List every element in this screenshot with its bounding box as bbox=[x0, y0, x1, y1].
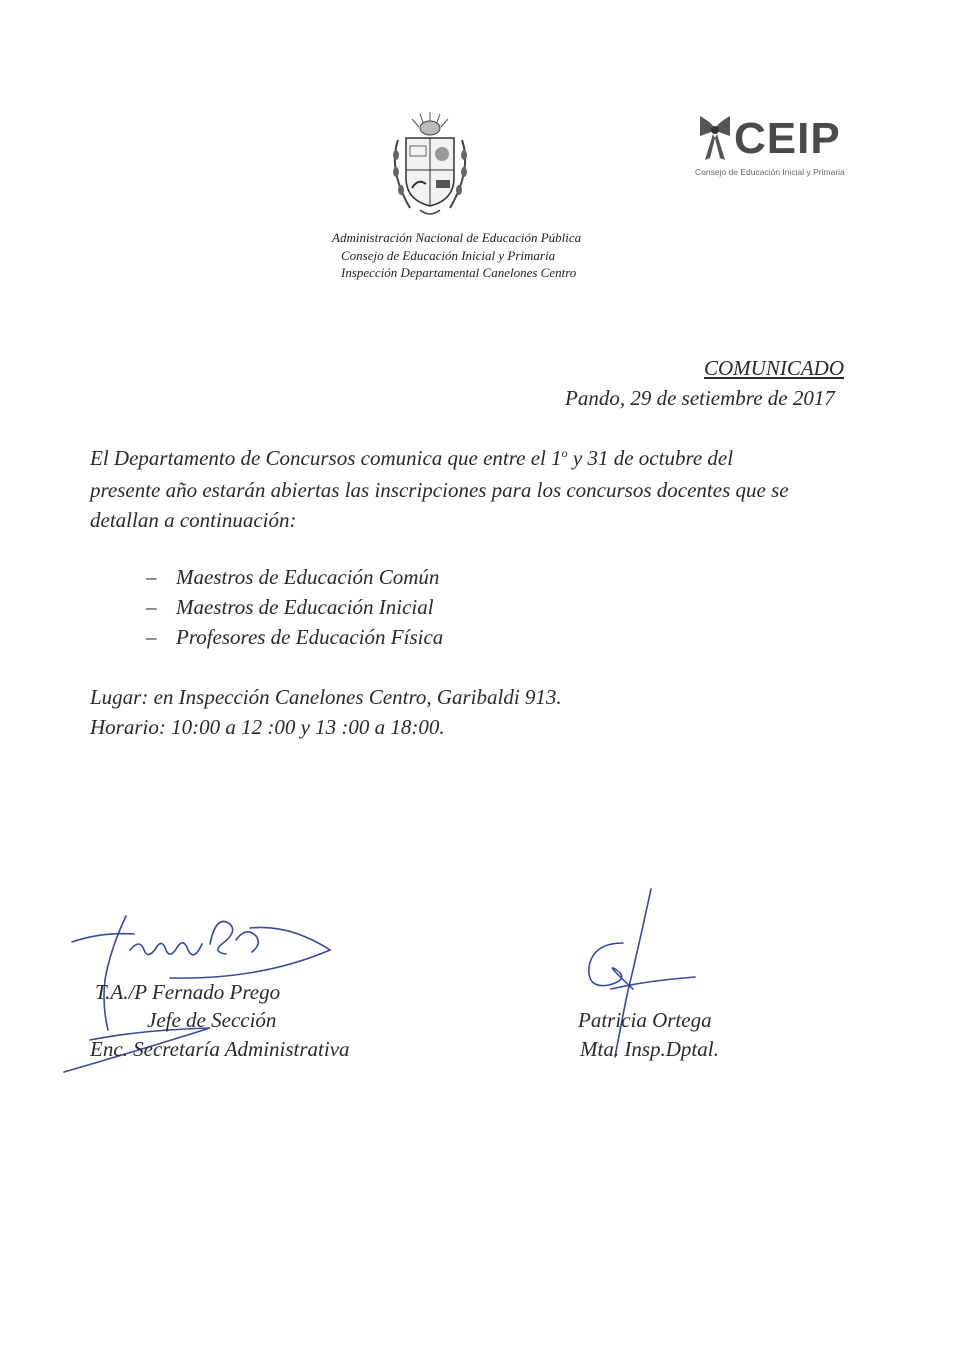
list-bullet: – bbox=[146, 625, 157, 649]
list-item: Maestros de Educación Común bbox=[176, 565, 440, 589]
institution-line-3: Inspección Departamental Canelones Centro bbox=[341, 265, 577, 280]
place-date: Pando, 29 de setiembre de 2017 bbox=[565, 386, 835, 410]
ceip-logo-text: CEIP bbox=[734, 114, 841, 163]
ceip-logo-subtitle: Consejo de Educación Inicial y Primaria bbox=[695, 167, 845, 177]
left-signer-role: Jefe de Sección bbox=[147, 1008, 277, 1032]
institution-line-1: Administración Nacional de Educación Pública bbox=[332, 230, 582, 245]
ceip-logo bbox=[694, 106, 854, 182]
left-signer-office: Enc. Secretaría Administrativa bbox=[90, 1037, 350, 1061]
left-signer-name: T.A./P Fernado Prego bbox=[95, 980, 281, 1004]
hours-line: Horario: 10:00 a 12 :00 y 13 :00 a 18:00. bbox=[90, 715, 445, 739]
paragraph-line-2: presente año estarán abiertas las inscripciones para los concursos docentes que se bbox=[90, 478, 789, 502]
list-bullet: – bbox=[146, 595, 157, 619]
list-item: Maestros de Educación Inicial bbox=[176, 595, 434, 619]
uruguay-coat-of-arms-icon bbox=[384, 110, 476, 220]
place-line: Lugar: en Inspección Canelones Centro, Garibaldi 913. bbox=[90, 685, 562, 709]
right-signer-role: Mta. Insp.Dptal. bbox=[580, 1037, 719, 1061]
institution-line-2: Consejo de Educación Inicial y Primaria bbox=[341, 248, 556, 263]
paragraph-line-3: detallan a continuación: bbox=[90, 508, 297, 532]
list-item: Profesores de Educación Física bbox=[176, 625, 444, 649]
right-signer-name: Patricia Ortega bbox=[578, 1008, 712, 1032]
ceip-ribbon-icon bbox=[696, 112, 734, 164]
document-title: COMUNICADO bbox=[704, 356, 844, 380]
list-bullet: – bbox=[146, 565, 157, 589]
paragraph-line-1: El Departamento de Concursos comunica que entre el 1$^o$ y 31 de octubre del bbox=[90, 446, 734, 470]
